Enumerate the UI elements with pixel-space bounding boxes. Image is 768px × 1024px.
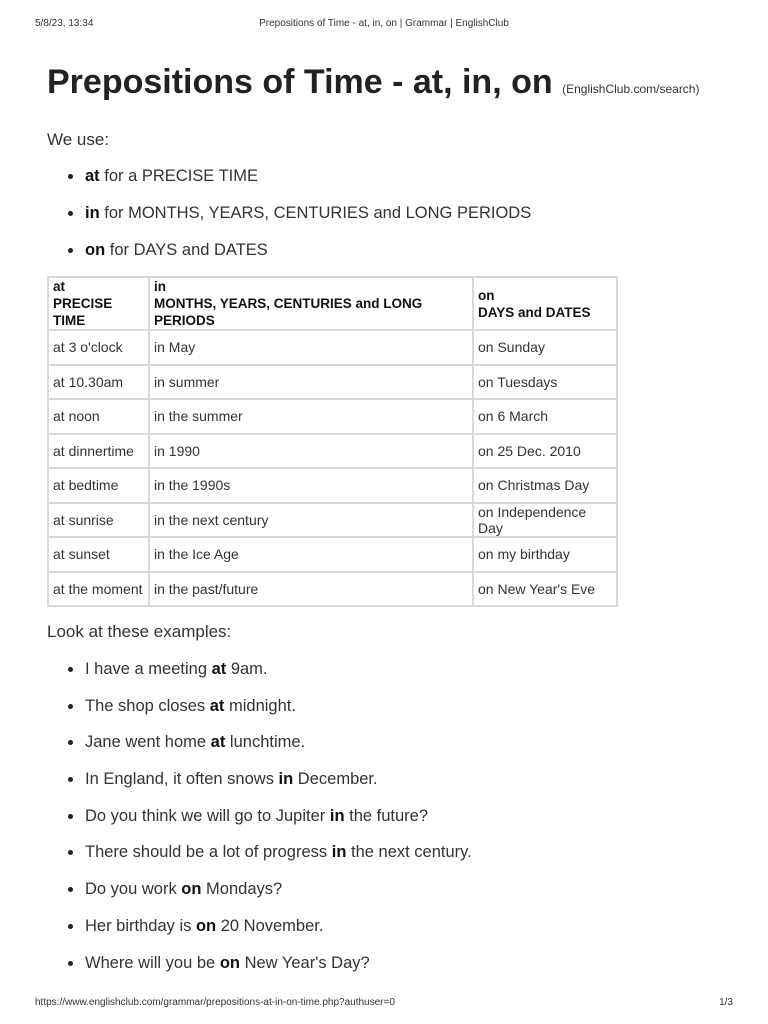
prepositions-table — [47, 276, 618, 607]
table-cell: at dinnertime — [48, 434, 149, 469]
list-item — [85, 695, 737, 717]
example-text: The shop closes — [85, 696, 210, 715]
table-cell: in the Ice Age — [149, 537, 473, 572]
table-cell: in the 1990s — [149, 468, 473, 503]
example-text: Do you think we will go to Jupiter — [85, 806, 330, 825]
table-cell: at noon — [48, 399, 149, 434]
list-item — [85, 768, 737, 790]
example-text: Do you work — [85, 880, 182, 899]
preposition: on — [219, 953, 240, 972]
table-row — [48, 503, 617, 538]
table-cell: on 25 Dec. 2010 — [473, 434, 617, 469]
table-cell: at 10.30am — [48, 365, 149, 400]
example-text: New Year's Day? — [239, 953, 370, 972]
example-text: midnight. — [224, 696, 296, 715]
header-on — [473, 277, 617, 330]
print-datetime: 5/8/23, 13:34 — [35, 18, 94, 29]
table-cell: in May — [149, 330, 473, 365]
table-cell: on Sunday — [473, 330, 617, 365]
search-link[interactable]: (EnglishClub.com/search) — [562, 82, 700, 96]
article-title-text: Prepositions of Time - at, in, on — [47, 63, 553, 101]
header-prep: on — [478, 287, 495, 303]
article — [47, 58, 737, 988]
list-item — [85, 915, 737, 937]
table-cell: on New Year's Eve — [473, 572, 617, 607]
table-cell: at sunrise — [48, 503, 149, 538]
header-desc: DAYS and DATES — [478, 304, 591, 320]
use-text: for DAYS and DATES — [105, 241, 268, 259]
preposition: on — [195, 916, 217, 935]
print-header — [35, 14, 733, 30]
article-title — [47, 58, 737, 113]
table-row — [48, 468, 617, 503]
uses-list — [47, 165, 737, 261]
header-desc: MONTHS, YEARS, CENTURIES and LONG PERIODS — [154, 296, 423, 328]
table-cell: in the summer — [149, 399, 473, 434]
table-row — [48, 365, 617, 400]
table-cell: on Christmas Day — [473, 468, 617, 503]
example-text: the future? — [344, 806, 429, 825]
preposition: in — [85, 204, 100, 222]
header-at — [48, 277, 149, 330]
example-text: lunchtime. — [225, 733, 306, 752]
example-text: I have a meeting — [85, 660, 212, 678]
preposition: at — [209, 696, 225, 715]
print-page-title: Prepositions of Time - at, in, on | Grammar | EnglishClub — [259, 18, 509, 29]
example-text: Her birthday is — [85, 916, 196, 935]
table-header-row — [48, 277, 617, 330]
preposition: at — [210, 733, 226, 752]
example-text: 9am. — [226, 660, 268, 678]
example-text: Jane went home — [85, 733, 211, 752]
preposition: on — [85, 241, 106, 259]
example-text: There should be a lot of progress — [85, 843, 332, 862]
table-row — [48, 330, 617, 365]
list-item — [85, 658, 737, 680]
preposition: in — [329, 806, 345, 825]
table-cell: at bedtime — [48, 468, 149, 503]
print-url[interactable]: https://www.englishclub.com/grammar/prepositions-at-in-on-time.php?authuser=0 — [35, 997, 395, 1008]
table-cell: in summer — [149, 365, 473, 400]
header-desc: PRECISE TIME — [53, 296, 113, 328]
table-cell: in 1990 — [149, 434, 473, 469]
use-text: for a PRECISE TIME — [99, 167, 258, 185]
list-item — [85, 239, 737, 261]
table-cell: at 3 o'clock — [48, 330, 149, 365]
preposition: on — [181, 880, 202, 899]
list-item — [85, 731, 737, 753]
list-item — [85, 841, 737, 863]
header-in — [149, 277, 473, 330]
page-number: 1/3 — [719, 997, 733, 1008]
example-text: December. — [293, 770, 378, 789]
list-item — [85, 165, 737, 187]
list-item — [85, 805, 737, 827]
examples-intro: Look at these examples: — [47, 622, 232, 641]
examples-list — [47, 658, 737, 974]
table-cell: in the next century — [149, 503, 473, 538]
table-cell: on 6 March — [473, 399, 617, 434]
header-prep: at — [53, 279, 66, 294]
preposition: at — [85, 167, 100, 185]
preposition: at — [211, 660, 227, 678]
example-text: Where will you be — [85, 953, 220, 972]
table-row — [48, 572, 617, 607]
table-cell: on Tuesdays — [473, 365, 617, 400]
table-cell: in the past/future — [149, 572, 473, 607]
table-row — [48, 399, 617, 434]
header-prep: in — [154, 279, 166, 294]
list-item — [85, 202, 737, 224]
example-text: Mondays? — [201, 880, 283, 899]
table-cell: at sunset — [48, 537, 149, 572]
list-item — [85, 878, 737, 900]
use-text: for MONTHS, YEARS, CENTURIES and LONG PERIODS — [99, 204, 532, 222]
preposition: in — [331, 843, 347, 862]
preposition: in — [278, 770, 294, 789]
example-text: In England, it often snows — [85, 770, 279, 789]
table-row — [48, 434, 617, 469]
list-item — [85, 952, 737, 974]
example-text: 20 November. — [216, 916, 324, 935]
table-row — [48, 537, 617, 572]
intro-text: We use: — [47, 130, 110, 149]
example-text: the next century. — [346, 843, 472, 862]
table-cell: on Independence Day — [473, 503, 617, 538]
table-cell: at the moment — [48, 572, 149, 607]
table-cell: on my birthday — [473, 537, 617, 572]
